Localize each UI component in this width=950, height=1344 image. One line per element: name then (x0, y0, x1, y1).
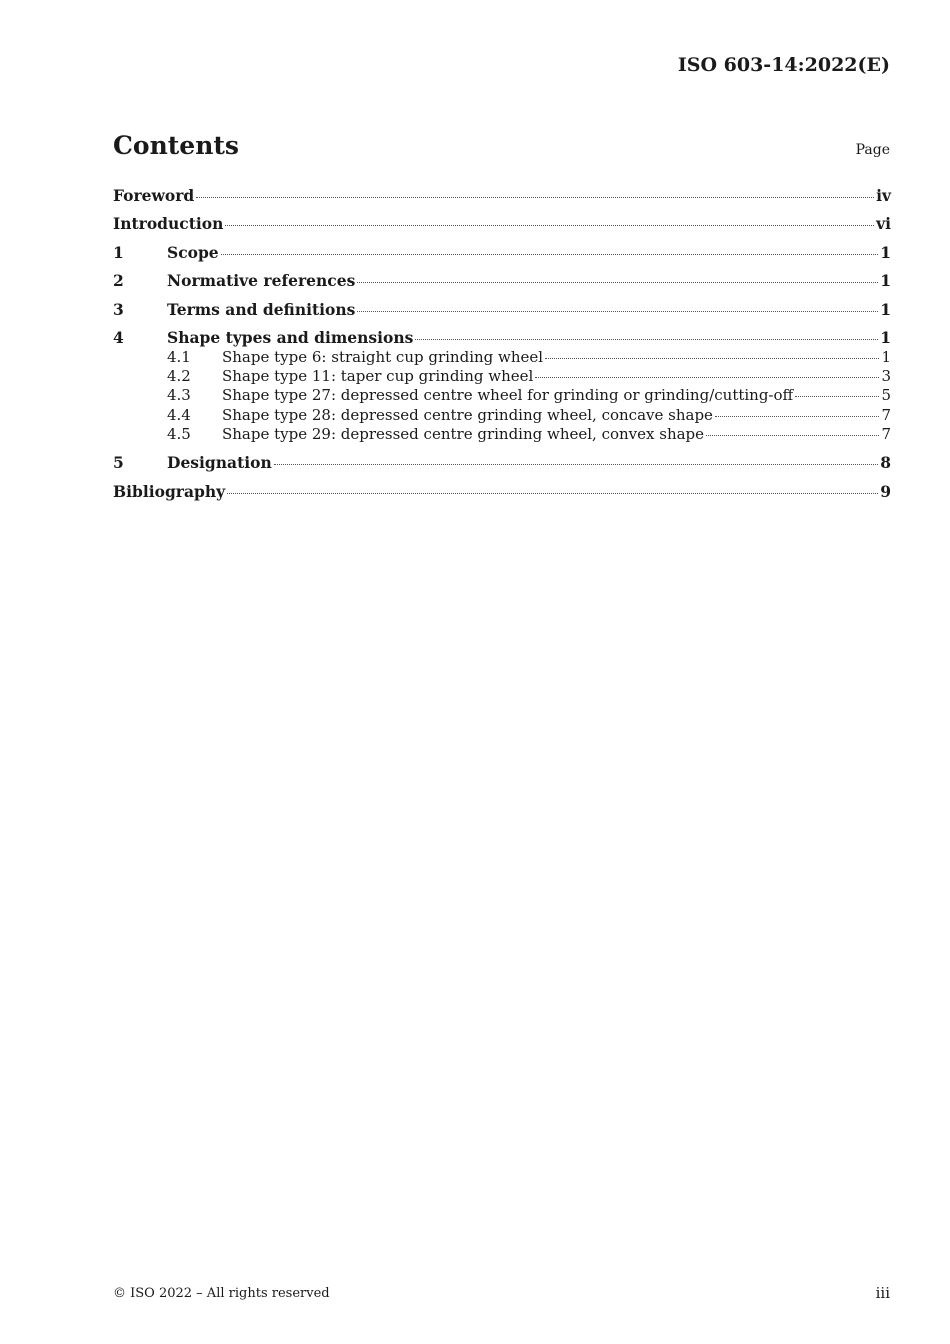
toc-entry-page: 8 (880, 453, 891, 473)
dot-leader (795, 396, 879, 397)
page-column-label: Page (855, 142, 890, 158)
toc-entry-title: Introduction (113, 214, 224, 234)
toc-entry-title: Terms and definitions (167, 299, 356, 319)
toc-entry-page: vi (876, 214, 891, 234)
toc-entry[interactable] (113, 328, 891, 347)
toc-entry-number: 1 (113, 242, 124, 262)
document-id: ISO 603-14:2022(E) (677, 54, 890, 76)
toc-entry[interactable] (113, 186, 891, 205)
dot-leader (274, 464, 878, 465)
toc-entry-page: 1 (880, 242, 891, 262)
toc-entry-page: iv (876, 186, 891, 205)
toc-entry[interactable] (113, 406, 891, 425)
copyright-notice: © ISO 2022 – All rights reserved (113, 1286, 330, 1301)
toc-entry[interactable] (113, 453, 891, 472)
toc-entry-title: Bibliography (113, 481, 226, 501)
dot-leader (221, 254, 879, 255)
toc-entry-title: Scope (167, 242, 219, 262)
toc-entry[interactable] (113, 367, 891, 386)
toc-entry[interactable] (113, 271, 891, 290)
dot-leader (357, 282, 878, 283)
toc-entry-number: 4.4 (167, 405, 191, 424)
toc-entry-title: Foreword (113, 186, 195, 205)
toc-entry-page: 1 (880, 271, 891, 291)
toc-entry[interactable] (113, 214, 891, 233)
toc-entry-number: 5 (113, 453, 124, 473)
toc-entry[interactable] (113, 243, 891, 262)
toc-entry-number: 4.1 (167, 347, 191, 366)
table-of-contents (113, 184, 891, 501)
toc-entry-number: 3 (113, 299, 124, 319)
dot-leader (545, 358, 879, 359)
toc-entry-page: 5 (881, 386, 891, 405)
toc-entry-page: 1 (880, 299, 891, 319)
toc-entry[interactable] (113, 348, 891, 367)
toc-entry-number: 4.5 (167, 424, 191, 443)
toc-entry-title: Shape type 6: straight cup grinding wheel (222, 347, 544, 366)
toc-entry-title: Designation (167, 453, 272, 473)
page-number: iii (875, 1284, 890, 1302)
dot-leader (196, 197, 874, 198)
toc-entry-title: Normative references (167, 271, 356, 291)
dot-leader (227, 493, 878, 494)
toc-entry-title: Shape type 28: depressed centre grinding wheel, concave shape (222, 405, 713, 424)
dot-leader (706, 435, 879, 436)
toc-entry-page: 3 (881, 367, 891, 386)
toc-entry-number: 4.3 (167, 386, 191, 405)
toc-entry-number: 4 (113, 328, 124, 348)
dot-leader (415, 339, 878, 340)
toc-entry-title: Shape type 27: depressed centre wheel for grinding or grinding/cutting-off (222, 386, 794, 405)
toc-entry[interactable] (113, 482, 891, 501)
toc-entry-number: 2 (113, 271, 124, 291)
toc-entry-title: Shape type 11: taper cup grinding wheel (222, 367, 534, 386)
toc-entry-title: Shape types and dimensions (167, 328, 414, 348)
toc-entry-title: Shape type 29: depressed centre grinding wheel, convex shape (222, 424, 705, 443)
dot-leader (225, 225, 874, 226)
toc-entry-page: 9 (880, 481, 891, 501)
toc-entry-page: 1 (880, 328, 891, 348)
toc-entry-page: 7 (881, 405, 891, 424)
toc-entry-page: 7 (881, 424, 891, 443)
contents-heading: Contents (113, 131, 240, 160)
toc-entry[interactable] (113, 425, 891, 444)
toc-entry[interactable] (113, 386, 891, 405)
toc-entry-number: 4.2 (167, 367, 191, 386)
dot-leader (535, 377, 879, 378)
dot-leader (715, 416, 880, 417)
toc-entry-page: 1 (881, 347, 891, 366)
toc-entry[interactable] (113, 300, 891, 319)
dot-leader (357, 311, 878, 312)
